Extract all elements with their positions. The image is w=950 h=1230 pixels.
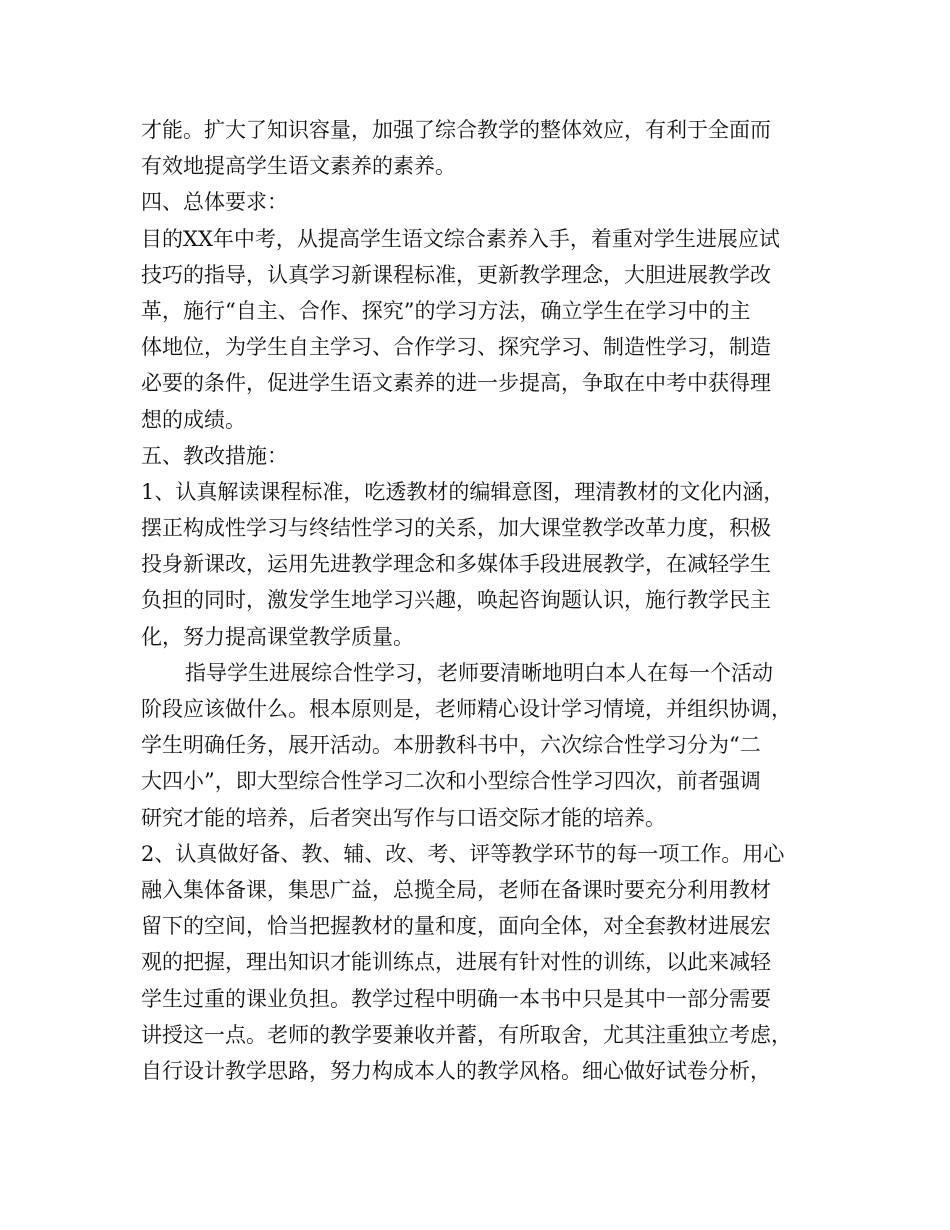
text-line: 阶段应该做什么。根本原则是，老师精心设计学习情境，并组织协调，	[141, 697, 792, 721]
text-line: 留下的空间，恰当把握教材的量和度，面向全体，对全套教材进展宏	[141, 914, 771, 939]
text-line: 1、认真解读课程标准，吃透教材的编辑意图，理清教材的文化内涵，	[141, 479, 785, 504]
text-line: 技巧的指导，认真学习新课程标准，更新教学理念，大胆进展教学改	[141, 262, 771, 287]
text-line: 自行设计教学思路，努力构成本人的教学风格。细心做好试卷分析，	[141, 1058, 771, 1083]
text-line: 学生明确任务，展开活动。本册教科书中，六次综合性学习分为“二	[141, 733, 761, 758]
text-line: 化，努力提高课堂教学质量。	[141, 624, 414, 649]
text-line: 融入集体备课，集思广益，总揽全局，老师在备课时要充分利用教材	[141, 877, 771, 902]
section-heading: 五、教改措施：	[141, 443, 288, 468]
text-line: 讲授这一点。老师的教学要兼收并蓄，有所取舍，尤其注重独立考虑，	[141, 1022, 792, 1047]
text-line: 研究才能的培养，后者突出写作与口语交际才能的培养。	[141, 805, 666, 830]
text-line: 大四小”，即大型综合性学习二次和小型综合性学习四次，前者强调	[141, 769, 761, 794]
text-line: 革，施行“自主、合作、探究”的学习方法，确立学生在学习中的主	[141, 298, 751, 323]
text-line: 有效地提高学生语文素养的素养。	[141, 154, 456, 179]
text-line-indented: 指导学生进展综合性学习，老师要清晰地明白本人在每一个活动	[185, 660, 773, 685]
document-body	[141, 112, 821, 1089]
text-line: 2、认真做好备、教、辅、改、考、评等教学环节的每一项工作。用心	[141, 841, 785, 866]
text-line: 观的把握，理出知识才能训练点，进展有针对性的训练，以此来减轻	[141, 950, 771, 975]
text-line: 摆正构成性学习与终结性学习的关系，加大课堂教学改革力度，积极	[141, 516, 771, 541]
text-line: 体地位，为学生自主学习、合作学习、探究学习、制造性学习，制造	[141, 335, 771, 360]
text-line: 想的成绩。	[141, 407, 246, 432]
text-line: 投身新课改，运用先进教学理念和多媒体手段进展教学，在减轻学生	[141, 552, 771, 577]
text-line: 必要的条件，促进学生语文素养的进一步提高，争取在中考中获得理	[141, 371, 771, 396]
section-heading: 四、总体要求：	[141, 190, 288, 215]
text-line: 学生过重的课业负担。教学过程中明确一本书中只是其中一部分需要	[141, 986, 771, 1011]
text-line: 目的XX年中考，从提高学生语文综合素养入手，着重对学生进展应试	[141, 226, 780, 251]
text-line: 才能。扩大了知识容量，加强了综合教学的整体效应，有利于全面而	[141, 118, 771, 142]
text-line: 负担的同时，激发学生地学习兴趣，唤起咨询题认识，施行教学民主	[141, 588, 771, 613]
